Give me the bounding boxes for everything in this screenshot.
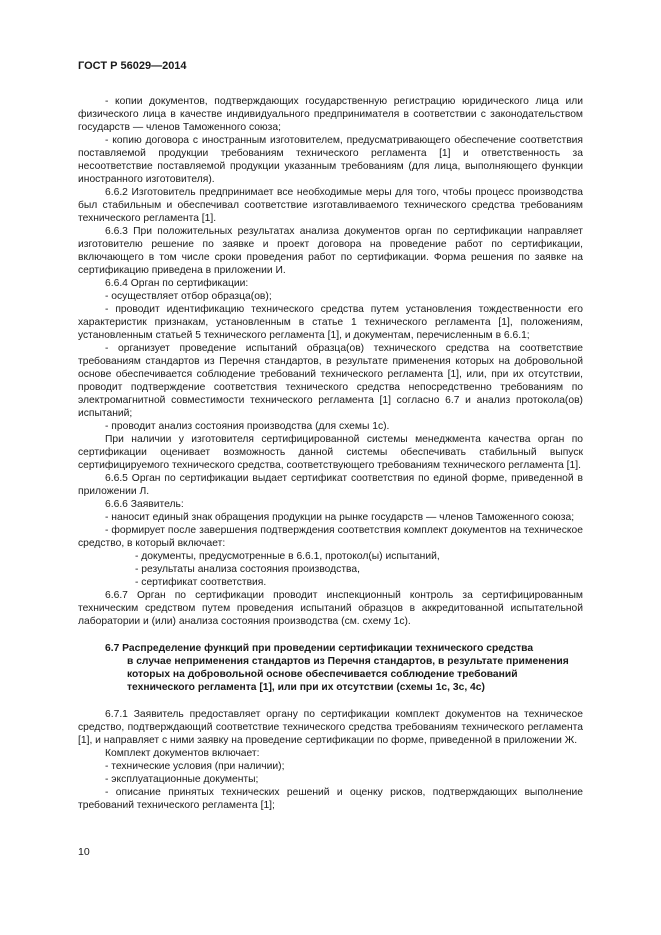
paragraph: 6.6.2 Изготовитель предпринимает все необходимые меры для того, чтобы процесс производства был стабильным и обеспечивал соответствие изготавливаемого технического средства требованиям технического регламента [1].: [78, 187, 583, 224]
document-sublist: [78, 550, 583, 589]
paragraph: - сертификат соответствия.: [135, 577, 267, 588]
paragraph: - технические условия (при наличии);: [105, 761, 285, 772]
section-heading-line1: 6.7 Распределение функций при проведении сертификации технического средства: [105, 643, 534, 654]
paragraph: 6.7.1 Заявитель предоставляет органу по сертификации комплект документов на техническое средство, подтверждающий соответствие технического средства требованиям технического регламента [1], и направляет с ними заявку на проведение сертификации по форме, приведенной в приложении Ж.: [78, 709, 583, 746]
paragraph: 6.6.6 Заявитель:: [105, 499, 184, 510]
paragraph: - осуществляет отбор образца(ов);: [105, 291, 272, 302]
document-body: [78, 95, 583, 812]
paragraph: - организует проведение испытаний образца(ов) технического средства на соответствие требованиям стандартов из Перечня стандартов, в результате применения которых на добровольной основе обеспечивается соблюдение требований технического регламента [1], или, при их отсутствии, проводит подтверждение соответствия технического средства непосредственно требованиям по электромагнитной совместимости технического регламента [1] согласно 6.7 и анализ протокола(ов) испытаний;: [78, 343, 583, 419]
paragraph: - наносит единый знак обращения продукции на рынке государств — членов Таможенного союза;: [105, 512, 575, 523]
paragraph: 6.6.5 Орган по сертификации выдает сертификат соответствия по единой форме, приведенной в приложении Л.: [78, 473, 583, 497]
paragraph: - документы, предусмотренные в 6.6.1, протокол(ы) испытаний,: [135, 551, 440, 562]
paragraph: 6.6.3 При положительных результатах анализа документов орган по сертификации направляет изготовителю решение по заявке и проект договора на проведение работ по сертификации, включающего в том числе сроки проведения работ по сертификации. Форма решения по заявке на сертификацию приведена в приложении И.: [78, 226, 583, 276]
paragraph: - копию договора с иностранным изготовителем, предусматривающего обеспечение соответствия поставляемой продукции требованиям технического регламента [1] и ответственность за несоответствие поставляемой продукции указанным требованиям (для лица, выполняющего функции иностранного изготовителя).: [78, 135, 583, 185]
top-paragraphs: [78, 95, 583, 550]
paragraph: При наличии у изготовителя сертифицированной системы менеджмента качества орган по сертификации оценивает возможность данной системы обеспечивать стабильный выпуск сертифицируемого технического средства, соответствующего требованиям технического регламента [1].: [78, 434, 583, 471]
paragraph-6-6-7: 6.6.7 Орган по сертификации проводит инспекционный контроль за сертифицированным техническим средством путем проведения испытаний образцов в аккредитованной испытательной лаборатории и (или) анализа состояния производства (см. схему 1с).: [78, 590, 583, 627]
paragraph: - эксплуатационные документы;: [105, 774, 259, 785]
paragraph: - проводит идентификацию технического средства путем установления тождественности его характеристик признакам, установленным в статье 1 технического регламента [1], положениям, установленным статьей 5 технического регламента [1], и документам, перечисленным в 6.6.1;: [78, 304, 583, 341]
paragraph: - описание принятых технических решений и оценку рисков, подтверждающих выполнение требований технического регламента [1];: [78, 787, 583, 811]
paragraph: 6.6.4 Орган по сертификации:: [105, 278, 249, 289]
bottom-paragraphs: [78, 708, 583, 812]
paragraph: - проводит анализ состояния производства (для схемы 1с).: [105, 421, 390, 432]
paragraph: - формирует после завершения подтверждения соответствия комплект документов на техническое средство, в который включает:: [78, 525, 583, 549]
paragraph: - результаты анализа состояния производства,: [135, 564, 360, 575]
section-heading-continuation: в случае неприменения стандартов из Перечня стандартов, в результате применения которых на добровольной основе обеспечивается соблюдение требований технического регламента [1], или при их отсутствии (схемы 1с, 3с, 4с): [127, 656, 569, 693]
paragraph: Комплект документов включает:: [105, 748, 260, 759]
section-heading-6-7: [78, 642, 583, 694]
page-number: 10: [78, 846, 90, 858]
paragraph: - копии документов, подтверждающих государственную регистрацию юридического лица или физического лица в качестве индивидуального предпринимателя в соответствии с законодательством государств — членов Таможенного союза;: [78, 96, 583, 133]
standard-header: ГОСТ Р 56029—2014: [78, 60, 187, 72]
